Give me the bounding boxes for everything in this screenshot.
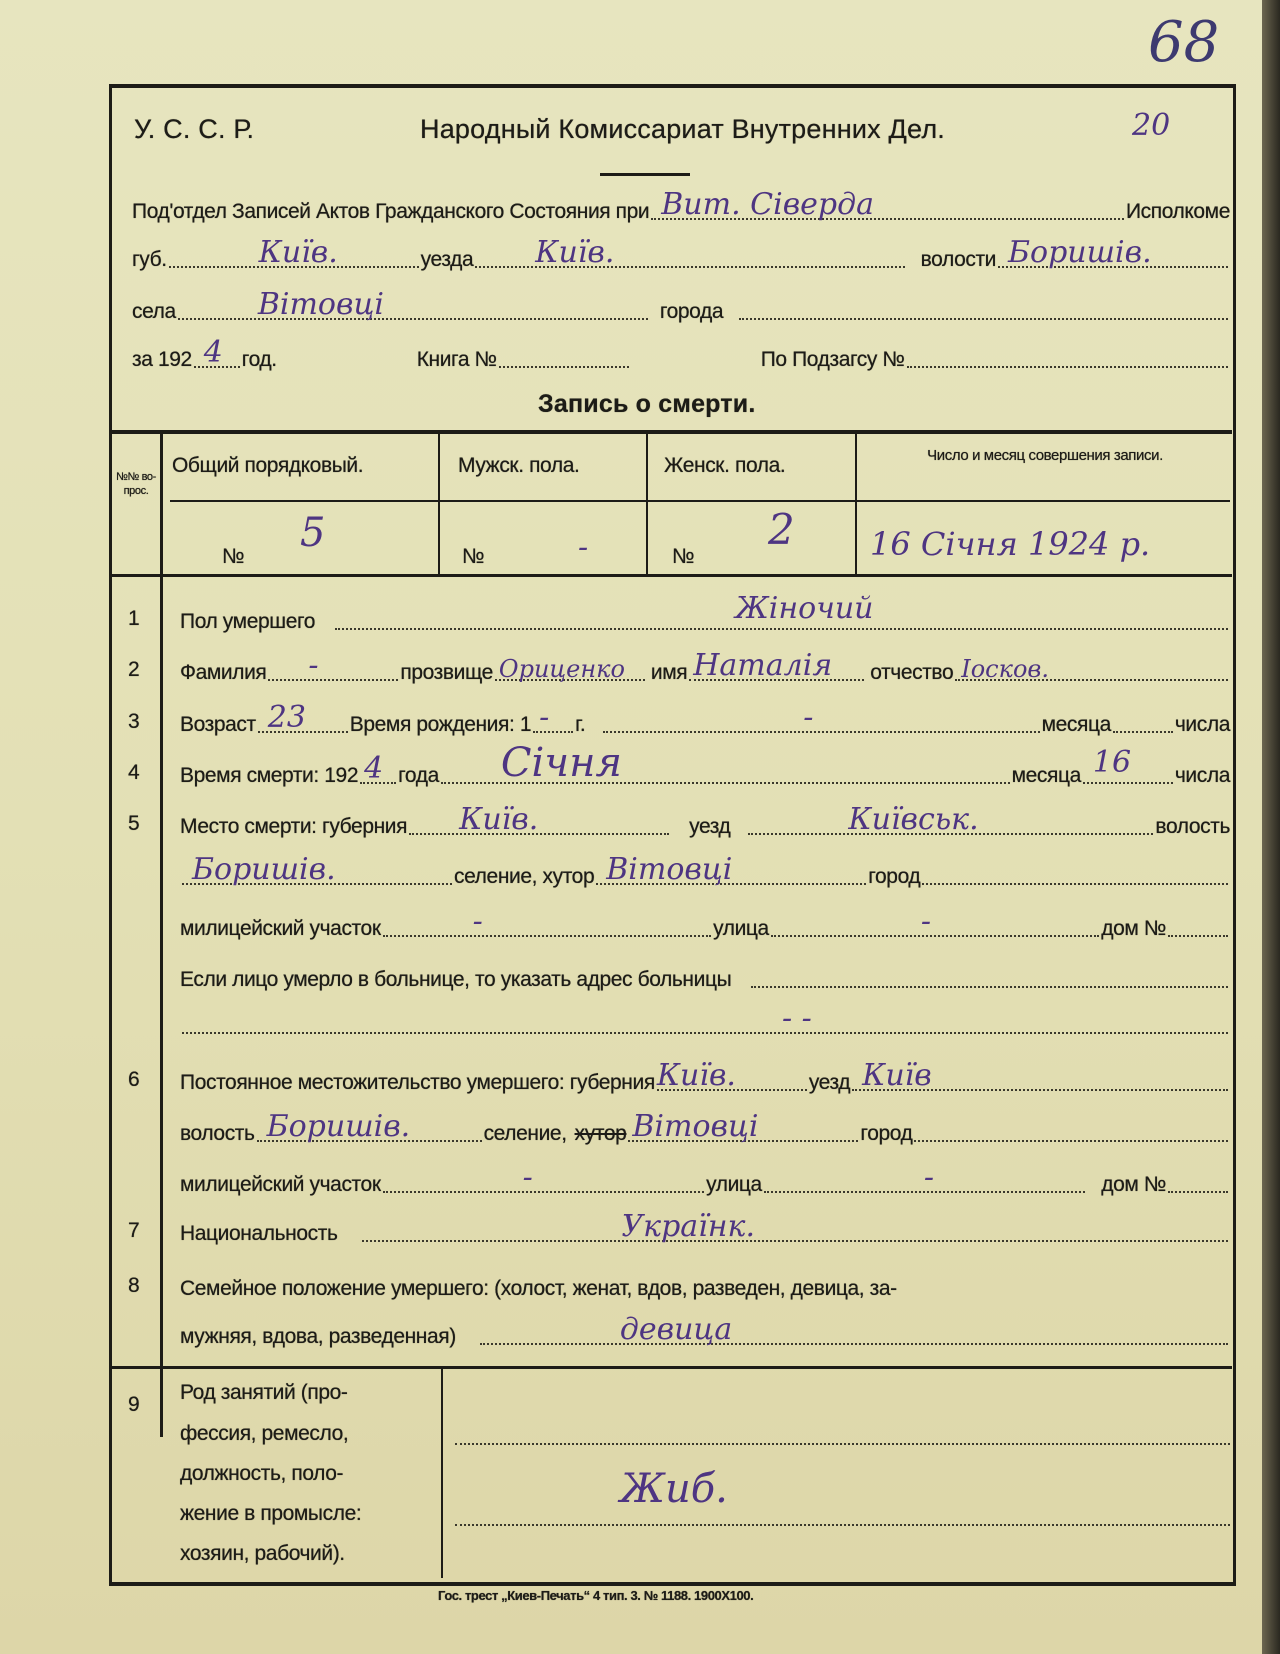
question-number: 1 <box>128 607 140 630</box>
birth-label: Время рождения: 1 <box>349 713 532 736</box>
nickname-field <box>495 657 645 681</box>
question-number: 4 <box>128 761 140 784</box>
birth-month-field <box>603 700 1039 735</box>
death-militia-label: милицейский участок <box>180 917 381 940</box>
death-month-field <box>441 740 1010 786</box>
col-header-date: Число и месяц совершения записи. <box>927 447 1163 464</box>
nickname-label: прозвище <box>400 661 493 684</box>
divider <box>600 173 690 176</box>
question-number: 8 <box>128 1274 140 1297</box>
male-number-value: - <box>578 530 589 565</box>
birth-month-label: месяца <box>1041 713 1111 736</box>
question-number: 7 <box>128 1219 140 1242</box>
occupation-dotted-line <box>455 1524 1230 1526</box>
residence-gub-label: Постоянное местожительство умершего: губерния <box>180 1071 655 1094</box>
occupation-label-line: жение в промысле: <box>180 1502 362 1525</box>
printer-footer: Гос. трест „Киев-Печать“ 4 тип. 3. № 1188. 1900Х100. <box>438 1588 754 1603</box>
death-selo-value: Вітовці <box>606 852 733 887</box>
commissariat-title: Народный Комиссариат Внутренних Дел. <box>420 114 945 144</box>
death-selo-field <box>596 852 866 887</box>
hospital-field-cont <box>182 1001 1228 1036</box>
hospital-value: - - <box>782 1001 812 1036</box>
name-value: Наталія <box>693 648 833 683</box>
death-selo-label: селение, хутор <box>454 865 595 888</box>
age-label: Возраст <box>180 713 256 736</box>
surname-field <box>268 648 398 683</box>
volost-field <box>998 235 1228 270</box>
q8-cont-row <box>180 1312 1230 1349</box>
death-militia-value: - <box>472 904 483 939</box>
question-number: 9 <box>128 1393 140 1416</box>
birth-year-suffix: г. <box>575 713 586 736</box>
column-rule <box>438 432 440 575</box>
q6-volost-row <box>180 1109 1230 1146</box>
residence-street-field <box>764 1160 1085 1195</box>
archive-page-number: 68 <box>1148 10 1220 75</box>
death-uezd-label: уезд <box>689 815 731 838</box>
residence-house-label: дом № <box>1101 1173 1167 1196</box>
selo-value: Вітовці <box>257 287 384 322</box>
uezd-label: уезда <box>420 248 474 271</box>
republic-label: У. С. С. Р. <box>134 114 255 144</box>
death-year-value: 4 <box>364 751 384 786</box>
death-uezd-value: Київськ. <box>848 802 979 837</box>
question-number: 2 <box>128 658 140 681</box>
residence-gub-value: Київ. <box>656 1058 736 1093</box>
q6-militia-row <box>180 1160 1230 1197</box>
death-street-value: - <box>920 904 931 939</box>
surname-label: Фамилия <box>180 661 267 684</box>
volost-label: волости <box>920 248 996 271</box>
occupation-dotted-line <box>455 1443 1230 1445</box>
residence-volost-field <box>257 1109 482 1144</box>
birth-month-value: - <box>803 700 814 735</box>
question-column-rule <box>160 432 163 1437</box>
residence-militia-label: милицейский участок <box>180 1173 381 1196</box>
occupation-label-line: должность, поло- <box>180 1462 344 1485</box>
no-label: № <box>222 545 245 568</box>
death-month-value: Січня <box>500 740 622 786</box>
female-number-value: 2 <box>768 505 795 554</box>
q1-value: Жіночий <box>735 591 874 626</box>
year-value: 4 <box>203 335 223 370</box>
year-row <box>132 335 1230 372</box>
gorod-field[interactable] <box>739 296 1228 320</box>
death-month-label: месяца <box>1011 764 1081 787</box>
book-field[interactable] <box>499 344 629 368</box>
form-number: 20 <box>1132 108 1171 143</box>
uezd-field <box>475 235 904 270</box>
birth-day-field[interactable] <box>1113 709 1173 733</box>
surname-value: - <box>308 648 319 683</box>
volost-value: Боришів. <box>1008 235 1152 270</box>
death-year-field <box>360 751 396 786</box>
gub-row <box>132 235 1230 272</box>
question-number-header: №№ во-прос. <box>116 471 156 497</box>
death-volost-field <box>182 852 452 887</box>
q7-row <box>180 1209 1230 1246</box>
occupation-column-rule <box>441 1368 443 1578</box>
occupation-label-line: хозяин, рабочий). <box>180 1542 345 1565</box>
death-gub-field <box>409 802 669 837</box>
occupation-value: Жиб. <box>620 1466 728 1512</box>
subdepartment-field <box>651 187 1124 222</box>
occupation-label-line: фессия, ремесло, <box>180 1422 349 1445</box>
q8-row <box>180 1267 1230 1301</box>
residence-house-field[interactable] <box>1168 1169 1228 1193</box>
subregister-field[interactable] <box>907 344 1228 368</box>
death-gorod-field[interactable] <box>922 861 1228 885</box>
residence-uezd-value: Київ <box>862 1058 932 1093</box>
table-bottom-rule <box>112 574 1232 577</box>
hospital-field[interactable] <box>751 964 1228 988</box>
col-header-female: Женск. пола. <box>664 454 786 477</box>
residence-uezd-field <box>852 1058 1228 1093</box>
death-time-label: Время смерти: 192 <box>180 764 359 787</box>
patronymic-label: отчество <box>870 661 954 684</box>
q5-militia-row <box>180 904 1230 941</box>
q6-row <box>180 1058 1230 1095</box>
age-value: 23 <box>267 700 306 735</box>
col-header-male: Мужск. пола. <box>458 454 580 477</box>
residence-selo-value: Вітовці <box>632 1109 759 1144</box>
nationality-value: Українк. <box>621 1209 755 1244</box>
residence-gub-field <box>656 1058 807 1093</box>
occupation-label-line: Род занятий (про- <box>180 1381 348 1404</box>
death-uezd-field <box>748 802 1153 837</box>
death-street-field <box>771 904 1099 939</box>
death-day-value: 16 <box>1092 745 1132 780</box>
death-volost-value: Боришів. <box>192 852 336 887</box>
residence-selo-label: селение, <box>483 1122 567 1145</box>
book-label: Книга № <box>416 348 497 371</box>
q5-row <box>180 802 1230 839</box>
residence-volost-value: Боришів. <box>266 1109 411 1144</box>
question-number: 5 <box>128 812 140 835</box>
subdepartment-label: Под'отдел Записей Актов Гражданского Состояния при <box>132 200 650 223</box>
residence-gorod-field[interactable] <box>914 1118 1228 1142</box>
hospital-label: Если лицо умерло в больнице, то указать адрес больницы <box>180 968 732 991</box>
gub-label: губ. <box>132 248 167 271</box>
residence-street-label: улица <box>706 1173 762 1196</box>
death-year-suffix: года <box>398 764 439 787</box>
nationality-label: Национальность <box>180 1222 338 1245</box>
death-gub-value: Київ. <box>459 802 539 837</box>
residence-volost-label: волость <box>180 1122 255 1145</box>
subregister-label: По Подзагсу № <box>760 348 905 371</box>
subdepartment-suffix: Исполкоме <box>1125 200 1230 223</box>
q5-hospital-row <box>180 958 1230 992</box>
death-house-field[interactable] <box>1168 913 1228 937</box>
selo-label: села <box>132 300 176 323</box>
table-top-rule <box>112 430 1232 434</box>
col-header-general: Общий порядковый. <box>172 454 364 477</box>
residence-gorod-label: город <box>860 1122 913 1145</box>
q1-row <box>180 591 1230 634</box>
column-rule <box>855 432 857 575</box>
death-volost-label: волость <box>1155 815 1230 838</box>
residence-uezd-label: уезд <box>808 1071 851 1094</box>
death-day-label: числа <box>1174 764 1230 787</box>
death-militia-field <box>383 904 711 939</box>
nickname-value: Ориценко <box>498 655 625 683</box>
subdepartment-row <box>132 187 1230 224</box>
name-label: имя <box>650 661 688 684</box>
death-gorod-label: город <box>868 865 921 888</box>
question-number: 3 <box>128 710 140 733</box>
q1-label: Пол умершего <box>180 610 316 633</box>
marital-status-field <box>480 1312 1228 1347</box>
age-field <box>258 700 348 735</box>
residence-street-value: - <box>923 1160 934 1195</box>
subdepartment-value: Вит. Сіверда <box>661 187 875 222</box>
death-day-field <box>1083 745 1173 784</box>
header-mid-rule <box>170 500 1230 502</box>
residence-militia-field <box>383 1160 704 1195</box>
uezd-value: Київ. <box>535 235 615 270</box>
general-number-value: 5 <box>300 510 326 556</box>
residence-militia-value: - <box>522 1160 533 1195</box>
year-suffix: год. <box>241 348 277 371</box>
q4-row <box>180 740 1230 788</box>
patronymic-value: Іосков. <box>961 655 1049 683</box>
column-rule <box>646 432 648 575</box>
birth-year-value: - <box>539 700 550 735</box>
marital-status-label-cont: мужняя, вдова, разведенная) <box>180 1325 456 1348</box>
death-street-label: улица <box>713 917 769 940</box>
marital-status-label: Семейное положение умершего: (холост, женат, вдов, разведен, девица, за- <box>180 1277 897 1300</box>
q3-row <box>180 700 1230 737</box>
name-field <box>689 648 864 683</box>
q5-selo-row <box>180 852 1230 889</box>
question-number: 6 <box>128 1068 140 1091</box>
year-field <box>194 335 240 370</box>
gub-field <box>169 235 419 270</box>
record-title: Запись о смерти. <box>538 390 756 418</box>
nationality-field <box>362 1209 1229 1244</box>
year-label: за 192 <box>132 348 192 371</box>
patronymic-field <box>955 657 1228 681</box>
residence-selo-field <box>628 1109 858 1144</box>
residence-khutor-label-struck: хутор <box>574 1122 627 1145</box>
selo-row <box>132 287 1230 324</box>
birth-day-label: числа <box>1174 713 1230 736</box>
scan-edge <box>1262 0 1280 1654</box>
death-house-label: дом № <box>1101 917 1167 940</box>
no-label: № <box>462 545 485 568</box>
death-gub-label: Место смерти: губерния <box>180 815 408 838</box>
birth-year-field <box>533 700 573 735</box>
gorod-label: города <box>659 300 724 323</box>
section-rule <box>112 1366 1232 1369</box>
selo-field <box>178 287 648 322</box>
q1-field <box>335 591 1228 630</box>
marital-status-value: девица <box>619 1312 733 1347</box>
no-label: № <box>672 545 695 568</box>
q2-row <box>180 648 1230 685</box>
gub-value: Київ. <box>258 235 338 270</box>
q5-hospital-cont-row <box>180 1001 1230 1038</box>
record-date-value: 16 Сiчня 1924 р. <box>870 525 1151 563</box>
